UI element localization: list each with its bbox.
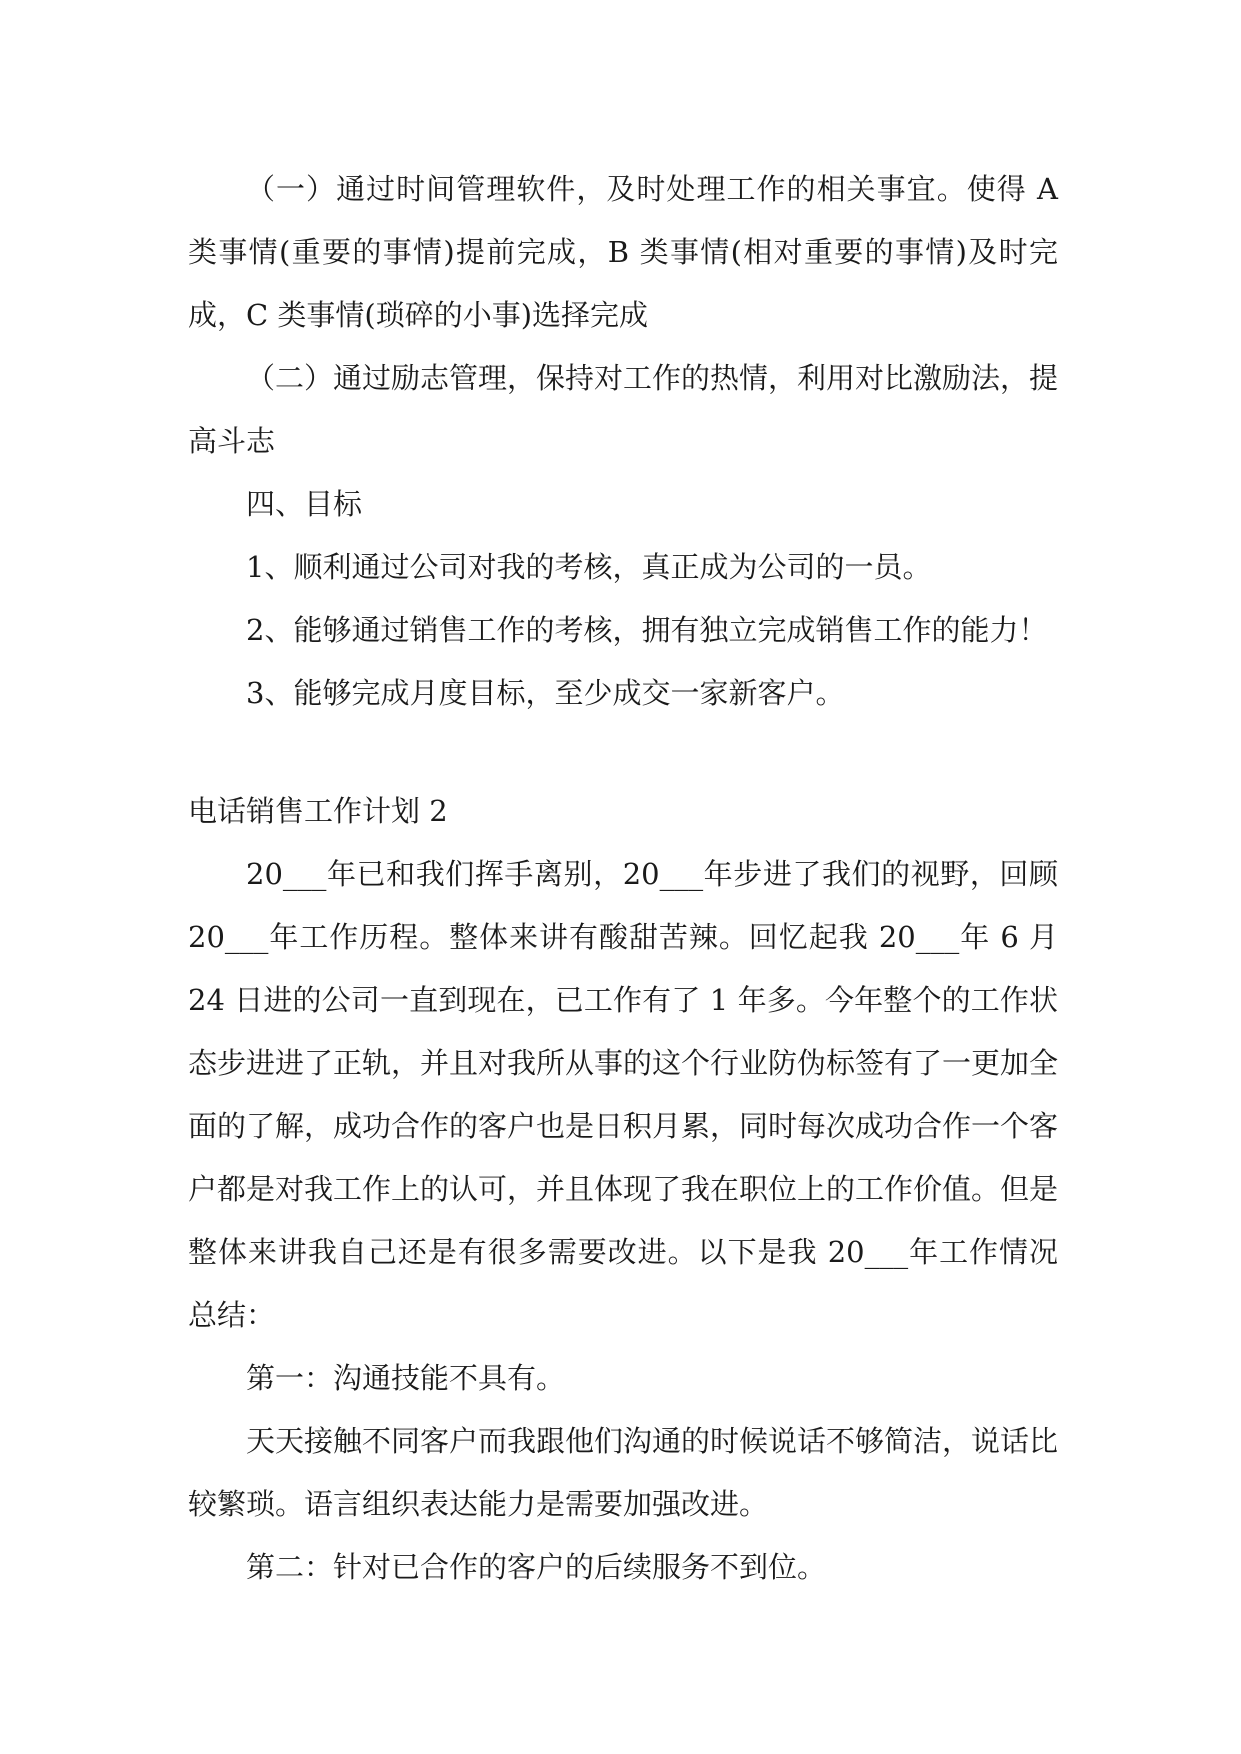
goal-item-2: 2、能够通过销售工作的考核，拥有独立完成销售工作的能力！ [246,613,1048,647]
paragraph-time-management: （一）通过时间管理软件，及时处理工作的相关事宜。使得 A 类事情(重要的事情)提前完成，B 类事情(相对重要的事情)及时完成，C 类事情(琐碎的小事)选择完成 [188,172,1058,332]
point-two-heading: 第二：针对已合作的客户的后续服务不到位。 [246,1550,827,1584]
paragraph-motivation-management: （二）通过励志管理，保持对工作的热情，利用对比激励法，提高斗志 [188,361,1059,458]
paragraph-year-review: 20___年已和我们挥手离别，20___年步进了我们的视野，回顾 20___年工作历程。整体来讲有酸甜苦辣。回忆起我 20___年 6 月 24 日进的公司一直到现在，已工作有了 1 年多。今年整个的工作状态步进进了正轨，并且对我所从事的这个行业防伪标签有了一更加全面的了解，成功合作的客户也是日积月累，同时每次成功合作一个客户都是对我工作上的认可，并且体现了我在职位上的工作价值。但是整体来讲我自己还是有很多需要改进。以下是我 20___年工作情况总结： [188,857,1059,1332]
section-title: 电话销售工作计划 2 [188,794,448,828]
goal-item-1: 1、顺利通过公司对我的考核，真正成为公司的一员。 [246,550,932,584]
point-one-detail: 天天接触不同客户而我跟他们沟通的时候说话不够简洁，说话比较繁琐。语言组织表达能力是需要加强改进。 [188,1424,1059,1521]
document-body [188,158,1058,1599]
point-one-heading: 第一：沟通技能不具有。 [246,1361,566,1395]
goal-item-3: 3、能够完成月度目标，至少成交一家新客户。 [246,676,845,710]
heading-goals: 四、目标 [246,487,363,521]
